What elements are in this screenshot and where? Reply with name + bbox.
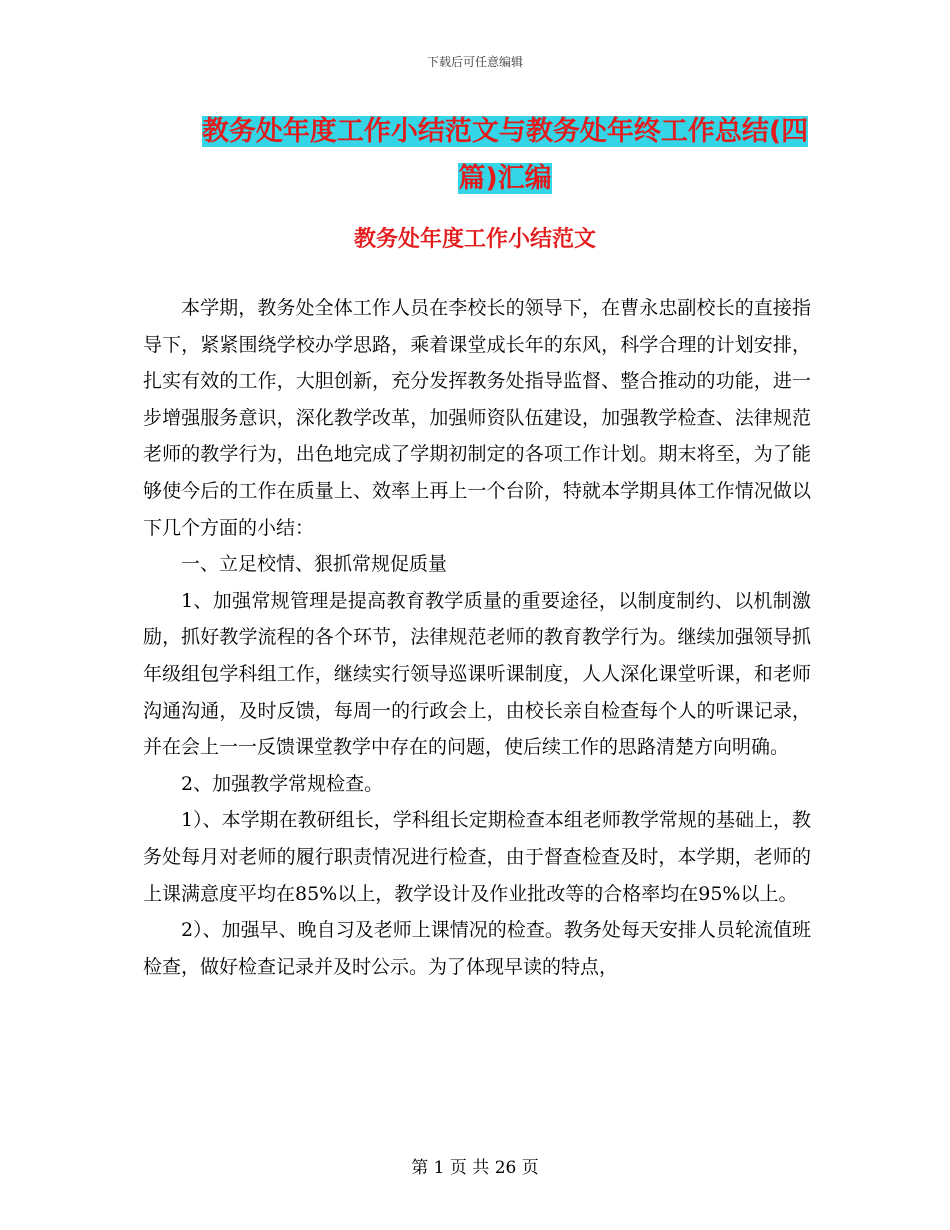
document-title bbox=[195, 108, 815, 202]
paragraph-2: 2、加强教学常规检查。 bbox=[181, 772, 384, 795]
body-text bbox=[143, 290, 811, 985]
page-number-footer: 第 1 页 共 26 页 bbox=[411, 1158, 539, 1178]
paragraph-1: 1、加强常规管理是提高教育教学质量的重要途径，以制度制约、以机制激励，抓好教学流程的各个环节，法律规范老师的教育教学行为。继续加强领导抓年级组包学科组工作，继续实行领导巡课听课制度，人人深化课堂听课，和老师沟通沟通，及时反馈，每周一的行政会上，由校长亲自检查每个人的听课记录，并在会上一一反馈课堂教学中存在的问题，使后续工作的思路清楚方向明确。 bbox=[143, 589, 811, 759]
header-note: 下载后可任意编辑 bbox=[426, 55, 523, 69]
paragraph-2-1: 1）、本学期在教研组长，学科组长定期检查本组老师教学常规的基础上，教务处每月对老师的履行职责情况进行检查，由于督查检查及时，本学期，老师的上课满意度平均在85%以上，教学设计及作业批改等的合格率均在95%以上。 bbox=[143, 809, 811, 905]
paragraph-intro: 本学期，教务处全体工作人员在李校长的领导下，在曹永忠副校长的直接指导下，紧紧围绕学校办学思路，乘着课堂成长年的东风，科学合理的计划安排，扎实有效的工作，大胆创新，充分发挥教务处指导监督、整合推动的功能，进一步增强服务意识，深化教学改革，加强师资队伍建设，加强教学检查、法律规范老师的教学行为，出色地完成了学期初制定的各项工作计划。期末将至，为了能够使今后的工作在质量上、效率上再上一个台阶，特就本学期具体工作情况做以下几个方面的小结： bbox=[143, 297, 811, 539]
paragraph-heading-1: 一、立足校情、狠抓常规促质量 bbox=[181, 553, 448, 576]
section-subtitle: 教务处年度工作小结范文 bbox=[353, 227, 596, 252]
document-title-text: 教务处年度工作小结范文与教务处年终工作总结(四篇)汇编 bbox=[201, 116, 809, 194]
paragraph-2-2: 2）、加强早、晚自习及老师上课情况的检查。教务处每天安排人员轮流值班检查，做好检查记录并及时公示。为了体现早读的特点， bbox=[143, 919, 811, 978]
